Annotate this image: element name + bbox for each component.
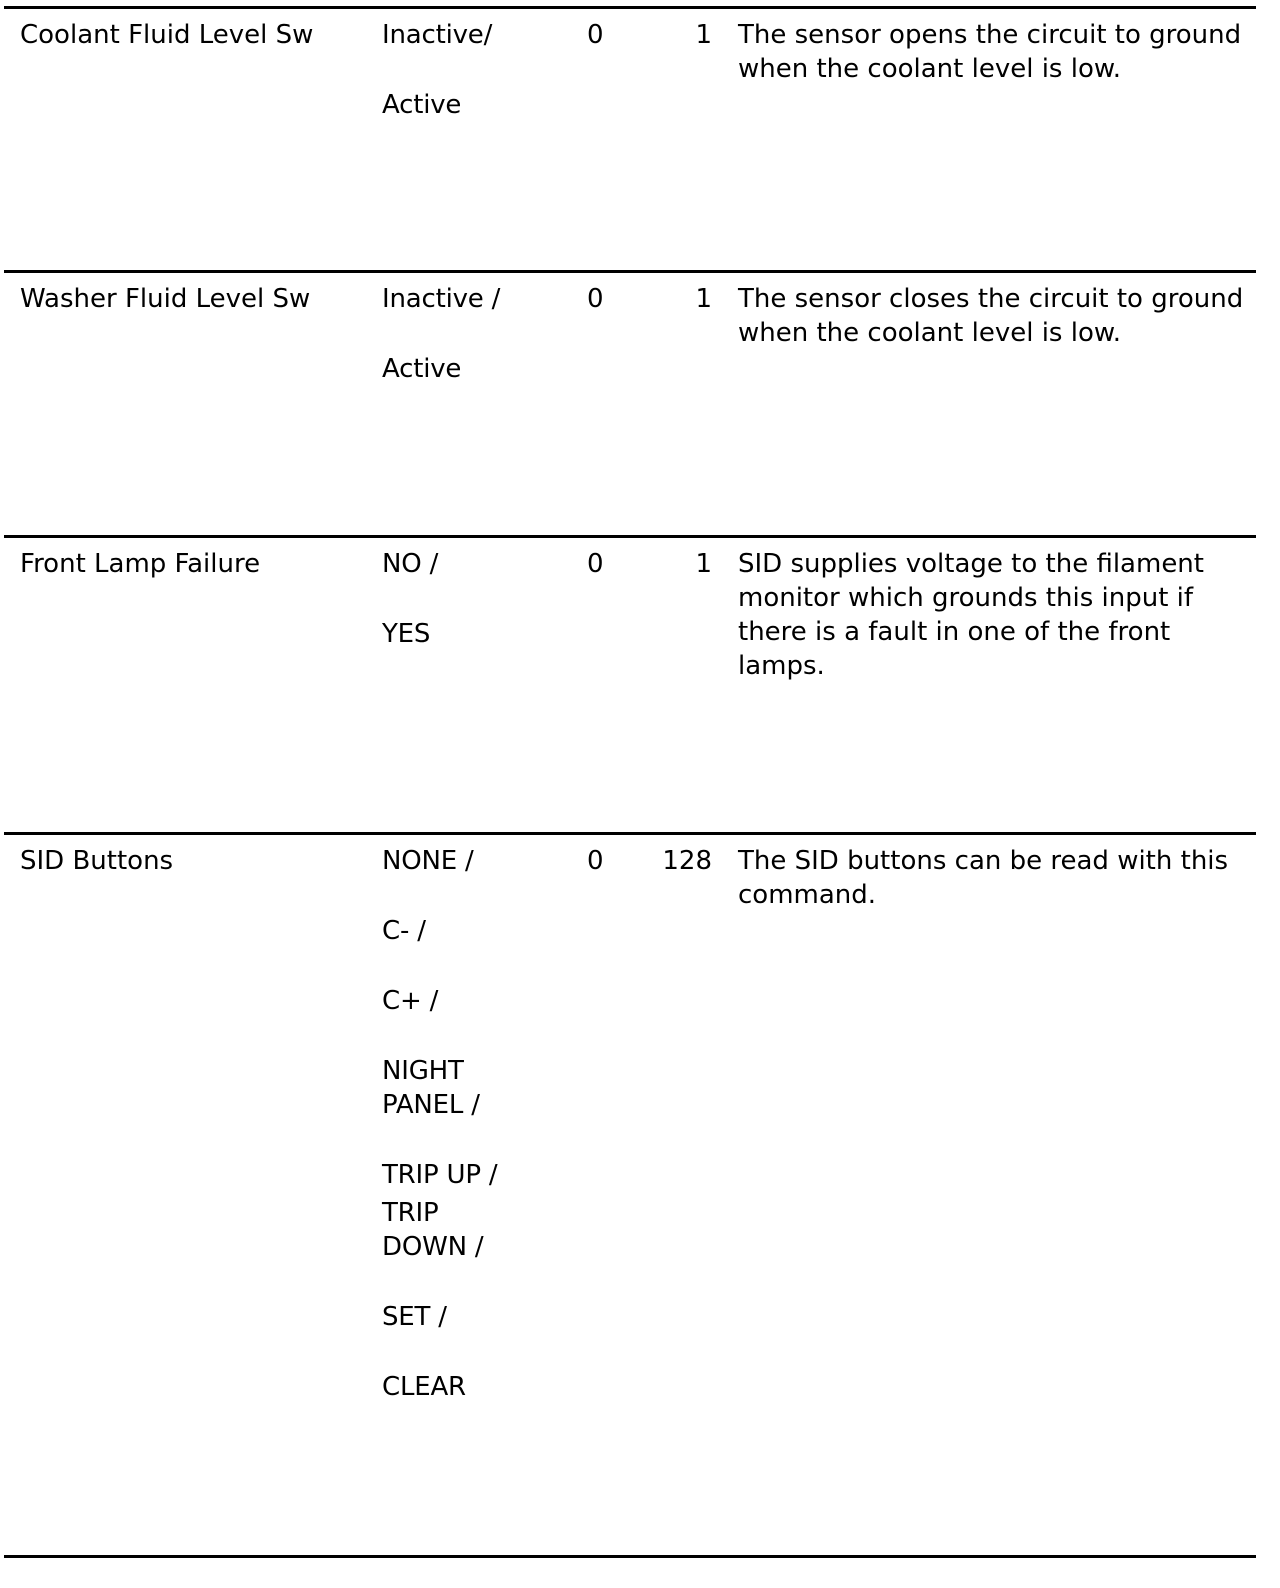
max-value: 1 [695, 549, 712, 579]
signal-name: Front Lamp Failure [20, 549, 261, 579]
description: SID supplies voltage to the filament monitor which grounds this input if there is a fault in one of the front lamps. [738, 549, 1204, 681]
state-value: TRIP UP / [382, 1160, 498, 1190]
state-list [382, 18, 582, 158]
state-value: NIGHT PANEL / [382, 1056, 480, 1120]
signal-name: Coolant Fluid Level Sw [20, 20, 314, 50]
state-value: Active [382, 354, 462, 384]
state-value: NO / [382, 549, 439, 579]
min-value: 0 [587, 549, 604, 579]
description: The SID buttons can be read with this command. [738, 846, 1229, 910]
state-list [382, 282, 582, 422]
state-list [382, 844, 582, 1440]
signal-name: Washer Fluid Level Sw [20, 284, 311, 314]
state-value: C+ / [382, 986, 439, 1016]
state-value: YES [382, 619, 431, 649]
max-value: 1 [695, 284, 712, 314]
row-divider [4, 270, 1256, 273]
min-value: 0 [587, 846, 604, 876]
min-value: 0 [587, 284, 604, 314]
row-divider [4, 1555, 1256, 1558]
row-divider [4, 6, 1256, 9]
state-list [382, 547, 582, 687]
description: The sensor opens the circuit to ground when the coolant level is low. [738, 20, 1242, 84]
max-value: 1 [695, 20, 712, 50]
min-value: 0 [587, 20, 604, 50]
state-value: Active [382, 90, 462, 120]
description: The sensor closes the circuit to ground when the coolant level is low. [738, 284, 1244, 348]
row-divider [4, 832, 1256, 835]
state-value: NONE / [382, 846, 474, 876]
state-value: Inactive / [382, 284, 501, 314]
signal-name: SID Buttons [20, 846, 174, 876]
state-value: SET / [382, 1302, 447, 1332]
state-value: TRIP DOWN / [382, 1198, 484, 1262]
row-divider [4, 535, 1256, 538]
max-value: 128 [662, 846, 712, 876]
state-value: C- / [382, 916, 426, 946]
state-value: Inactive/ [382, 20, 493, 50]
state-value: CLEAR [382, 1372, 466, 1402]
